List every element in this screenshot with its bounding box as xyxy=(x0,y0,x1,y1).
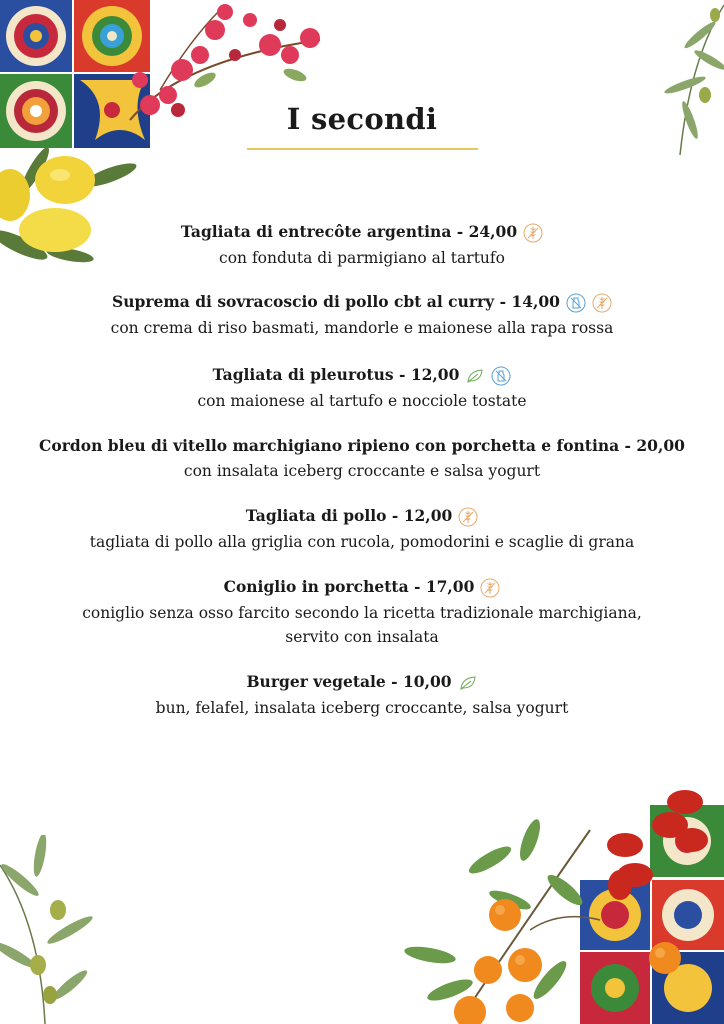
item-description: tagliata di pollo alla griglia con rucola, pomodorini e scaglie di grana xyxy=(89,533,635,551)
wheat-free-icon xyxy=(458,507,478,527)
vegetarian-leaf-icon xyxy=(458,673,478,693)
menu-item xyxy=(0,672,724,719)
item-name: Tagliata di entrecôte argentina - 24,00 xyxy=(180,222,518,241)
item-description: con fonduta di parmigiano al tartufo xyxy=(219,249,505,267)
lactose-free-icon xyxy=(566,293,586,313)
item-description: bun, felafel, insalata iceberg croccante, salsa yogurt xyxy=(155,699,569,717)
menu-item xyxy=(0,222,724,269)
page-title: I secondi xyxy=(286,102,438,136)
menu-item xyxy=(0,292,724,339)
item-description: con maionese al tartufo e nocciole tostate xyxy=(197,392,527,410)
menu-item xyxy=(0,577,724,648)
wheat-free-icon xyxy=(523,223,543,243)
item-name: Cordon bleu di vitello marchigiano ripieno con porchetta e fontina - 20,00 xyxy=(39,436,685,455)
olive-branch-top-right xyxy=(660,0,724,160)
menu-item xyxy=(0,365,724,412)
oranges-tomatoes-tiles-bottom-right xyxy=(400,790,724,1024)
item-name: Tagliata di pleurotus - 12,00 xyxy=(212,365,460,384)
item-name: Tagliata di pollo - 12,00 xyxy=(245,506,453,525)
menu-item xyxy=(0,436,724,482)
olive-branch-bottom-left xyxy=(0,835,100,1024)
wheat-free-icon xyxy=(480,578,500,598)
item-description: con crema di riso basmati, mandorle e maionese alla rapa rossa xyxy=(110,319,614,337)
title-underline xyxy=(247,148,478,150)
menu-item xyxy=(0,506,724,553)
item-name: Burger vegetale - 10,00 xyxy=(246,672,452,691)
item-name: Suprema di sovracoscio di pollo cbt al curry - 14,00 xyxy=(112,292,560,311)
item-name: Coniglio in porchetta - 17,00 xyxy=(223,577,475,596)
item-description-line: servito con insalata xyxy=(285,628,439,646)
lactose-free-icon xyxy=(491,366,511,386)
item-description: con insalata iceberg croccante e salsa yogurt xyxy=(183,462,541,480)
vegetarian-leaf-icon xyxy=(465,366,485,386)
item-description-line: coniglio senza osso farcito secondo la ricetta tradizionale marchigiana, xyxy=(82,604,642,622)
wheat-free-icon xyxy=(592,293,612,313)
